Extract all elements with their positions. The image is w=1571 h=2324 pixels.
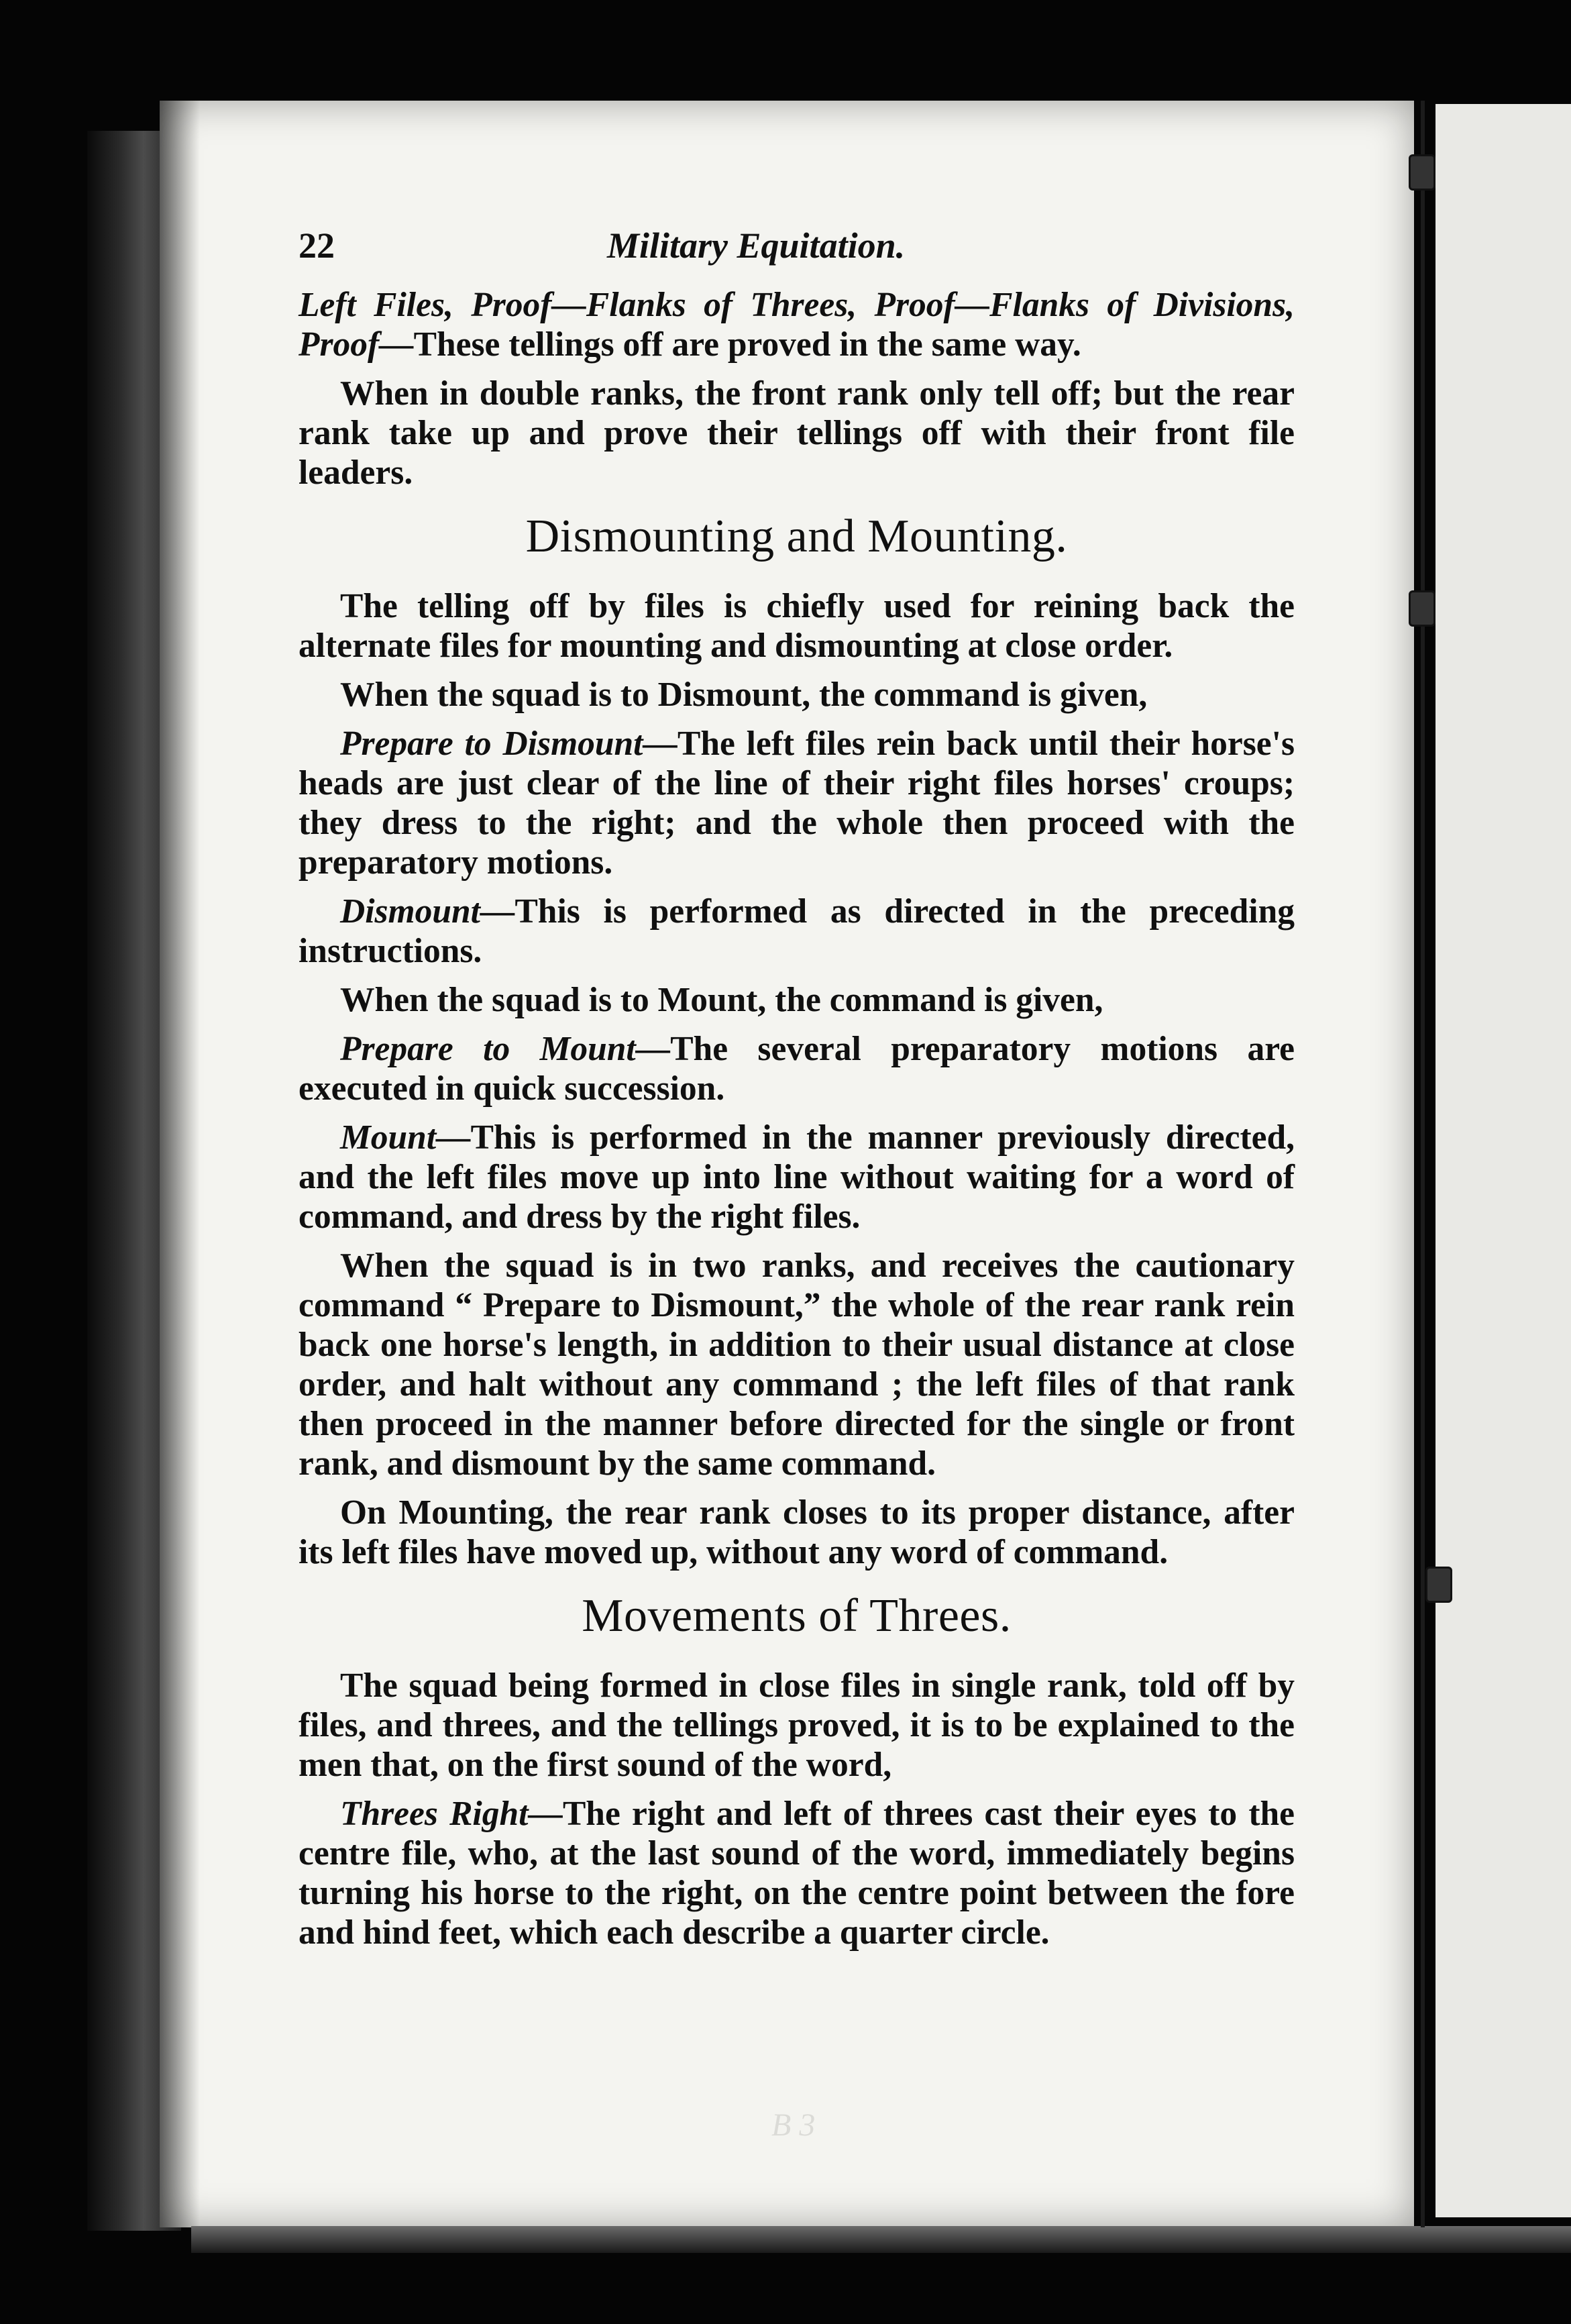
paragraph-body: When the squad is to Mount, the command is given, [340, 981, 1103, 1019]
facing-page-edge [1435, 104, 1571, 2217]
paragraph-body: These tellings off are proved in the same way. [413, 325, 1081, 364]
paragraph [299, 586, 1295, 666]
paragraph-body: This is performed as directed in the preceding instructions. [299, 892, 1295, 970]
paragraph [299, 724, 1295, 882]
paragraph-body: On Mounting, the rear rank closes to its proper distance, after its left files have moved up, without any word of command. [299, 1493, 1295, 1571]
paragraph-body: This is performed in the manner previously directed, and the left files move up into line without waiting for a word of command, and dress by the right files. [299, 1118, 1295, 1236]
paragraph [299, 374, 1295, 492]
paragraph-lead: Threes Right— [340, 1795, 563, 1833]
paragraph-body: The several preparatory motions are executed in quick succession. [299, 1030, 1295, 1108]
running-title: Military Equitation. [607, 225, 906, 266]
paragraph-body: When in double ranks, the front rank only tell off; but the rear rank take up and prove their tellings off with their front file leaders. [299, 374, 1295, 492]
paragraph-body: The right and left of threes cast their eyes to the centre file, who, at the last sound of the word, immediately begins turning his horse to the right, on the centre point between the fore and hind feet, which each describe a quarter circle. [299, 1795, 1295, 1952]
paragraph [299, 1794, 1295, 1952]
paragraph [299, 1246, 1295, 1483]
paragraph [299, 892, 1295, 971]
paragraph-body: When the squad is in two ranks, and receives the cautionary command “ Prepare to Dismount,” the whole of the rear rank rein back one horse's length, in addition to their usual distance at close order, and halt without any command ; the left files of that rank then proceed in the manner before directed for the single or front rank, and dismount by the same command. [299, 1247, 1295, 1483]
page-header [299, 225, 1295, 285]
paragraph [299, 1118, 1295, 1236]
page-text [299, 225, 1295, 1962]
section-heading: Dismounting and Mounting. [525, 511, 1068, 562]
page-bottom-edge [191, 2226, 1571, 2253]
paragraph-lead: Prepare to Mount— [340, 1030, 671, 1068]
page-gutter-line [1421, 101, 1425, 2227]
paragraph [299, 1666, 1295, 1785]
paragraph-body: The telling off by files is chiefly used for reining back the alternate files for mounting and dismounting at close order. [299, 587, 1295, 665]
signature-mark: B 3 [771, 2107, 816, 2143]
page-number: 22 [299, 225, 335, 266]
paragraph-body: When the squad is to Dismount, the command is given, [340, 676, 1148, 714]
section-heading: Movements of Threes. [582, 1590, 1012, 1642]
paragraph [299, 1029, 1295, 1108]
paragraph [299, 1493, 1295, 1572]
paragraph-lead: Dismount— [340, 892, 515, 931]
paragraph-lead: Left Files, Proof—Flanks of Threes, Proof—Flanks of Divisions, Proof— [299, 286, 1295, 364]
paragraph [299, 285, 1295, 364]
paragraph-lead: Mount— [340, 1118, 471, 1157]
paragraph [299, 675, 1295, 715]
binding-clip-icon [1425, 1567, 1452, 1603]
paragraph-body: The squad being formed in close files in single rank, told off by files, and threes, and the tellings proved, it is to be explained to the men that, on the first sound of the word, [299, 1667, 1295, 1784]
paragraph [299, 980, 1295, 1020]
paragraph-lead: Prepare to Dismount— [340, 725, 678, 763]
binding-clip-icon [1409, 590, 1435, 627]
paragraph-body: The left files rein back until their horse's heads are just clear of the line of their right files horses' croups; they dress to the right; and the whole then proceed with the preparatory motions. [299, 725, 1295, 882]
binding-clip-icon [1409, 154, 1435, 191]
